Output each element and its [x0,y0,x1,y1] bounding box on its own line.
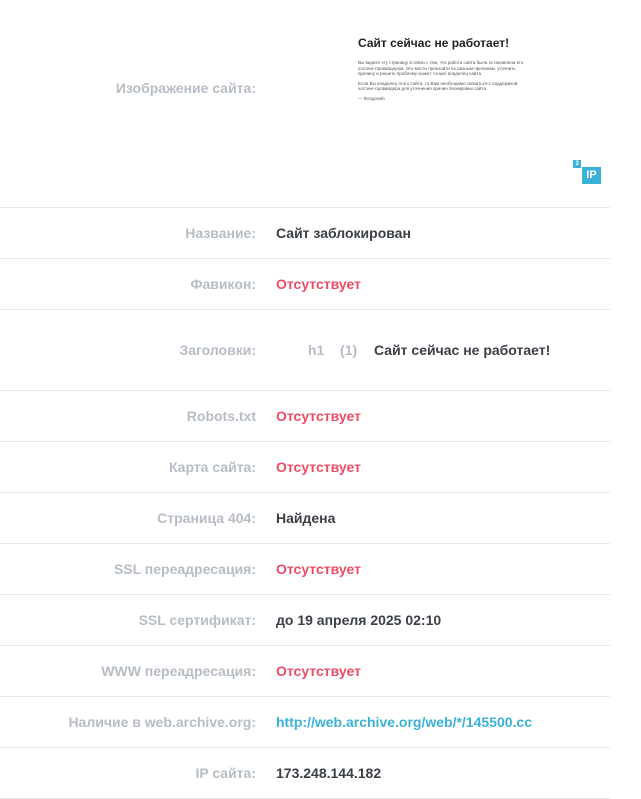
ip-badge-count: 3 [573,160,581,168]
row-label: SSL переадресация: [113,561,256,577]
ip-badge-label: IP [582,167,601,184]
www-redirect-value: Отсутствует [276,663,361,679]
archive-link[interactable]: http://web.archive.org/web/*/145500.cc [276,714,532,730]
ssl-redirect-value: Отсутствует [276,561,361,577]
heading-text: Сайт сейчас не работает! [374,342,551,358]
row-sitemap [0,442,610,493]
row-favicon [0,259,610,310]
row-archive [0,697,610,748]
row-headings [0,310,610,391]
row-ssl-redirect [0,544,610,595]
heading-count: (1) [340,342,358,358]
row-ip [0,748,610,799]
row-label: SSL сертификат: [138,612,256,628]
site-screenshot-thumbnail[interactable] [350,30,540,105]
row-www-redirect [0,646,610,697]
row-404 [0,493,610,544]
row-label: Robots.txt [186,408,256,424]
screenshot-title: Сайт сейчас не работает! [358,36,510,50]
ip-value: 173.248.144.182 [276,765,382,781]
favicon-value: Отсутствует [276,276,361,292]
page404-value: Найдена [276,510,336,526]
screenshot-signature: — Ihrogoweb [358,95,385,101]
title-value: Сайт заблокирован [276,225,411,241]
heading-tag: h1 [308,342,325,358]
row-robots [0,391,610,442]
row-label: Заголовки: [179,342,256,358]
row-label: Название: [185,225,256,241]
row-label: Страница 404: [157,510,256,526]
row-label: WWW переадресация: [101,663,256,679]
robots-value: Отсутствует [276,408,361,424]
row-ssl-cert [0,595,610,646]
screenshot-paragraph: Если Вы владелец этого сайта, то Вам необходимо связаться с поддержкой хостинг-провайдера для уточнения причин блокировки сайта. [358,80,518,91]
ssl-cert-value: до 19 апреля 2025 02:10 [276,612,442,628]
row-label: Карта сайта: [168,459,256,475]
row-label: Изображение сайта: [115,80,256,96]
ip-badge-icon[interactable] [573,160,603,186]
row-title [0,208,610,259]
screenshot-paragraph: Вы видите эту страницу в связи с тем, что работа сайта была остановлена его хостинг-провайдером. Это могло произойти по разным причинам, уточнить причину и решить проблему может только владелец сайта. [358,60,524,76]
sitemap-value: Отсутствует [276,459,361,475]
row-label: IP сайта: [195,765,256,781]
row-label: Наличие в web.archive.org: [68,714,256,730]
row-label: Фавикон: [190,276,256,292]
